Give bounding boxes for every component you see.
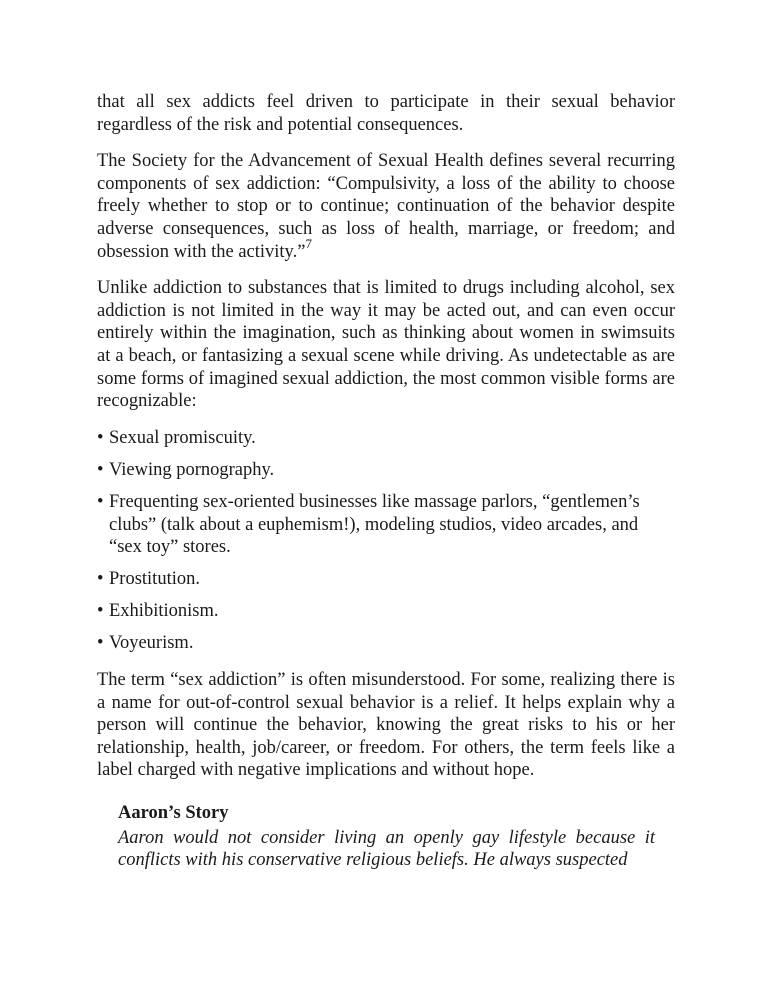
list-item: • Sexual promiscuity. <box>97 427 675 450</box>
paragraph-visible-forms-intro: Unlike addiction to substances that is limited to drugs including alcohol, sex addiction is not limited in the way it may be acted out, and can even occur entirely within the imagination, such as thinking about women in swimsuits at a beach, or fantasizing a sexual scene while driving. As undetectable as are some forms of imagined sexual addiction, the most common visible forms are recognizable: <box>97 278 675 412</box>
paragraph-sash-definition <box>97 150 675 263</box>
footnote-marker: 7 <box>305 235 312 251</box>
list-item: • Voyeurism. <box>97 632 675 655</box>
paragraph-term-misunderstood: The term “sex addiction” is often misunderstood. For some, realizing there is a name for out-of-control sexual behavior is a relief. It helps explain why a person will continue the behavior, knowing the great risks to his or her relationship, health, job/career, or freedom. For others, the term feels like a label charged with negative implications and without hope. <box>97 669 675 781</box>
story-box <box>118 802 655 872</box>
bullet-list-visible-forms <box>97 427 675 655</box>
paragraph-continuation: that all sex addicts feel driven to participate in their sexual behavior regardless of the risk and potential consequences. <box>97 92 675 135</box>
paragraph-sash-text: The Society for the Advancement of Sexual Health defines several recurring components of sex addiction: “Compulsivity, a loss of the ability to choose freely whether to stop or to continue; continuation of the behavior despite adverse consequences, such as loss of health, marriage, or freedom; and obsession with the activity.” <box>97 151 675 262</box>
list-item: • Viewing pornography. <box>97 459 675 482</box>
list-item: • Frequenting sex-oriented businesses like massage parlors, “gentlemen’s clubs” (talk about a euphemism!), modeling studios, video arcades, and “sex toy” stores. <box>97 491 675 559</box>
story-title: Aaron’s Story <box>118 802 229 823</box>
document-page <box>97 91 675 872</box>
list-item: • Prostitution. <box>97 568 675 591</box>
story-text: Aaron would not consider living an openly gay lifestyle because it conflicts with his conservative religious beliefs. He always suspected <box>118 827 655 871</box>
list-item: • Exhibitionism. <box>97 600 675 623</box>
